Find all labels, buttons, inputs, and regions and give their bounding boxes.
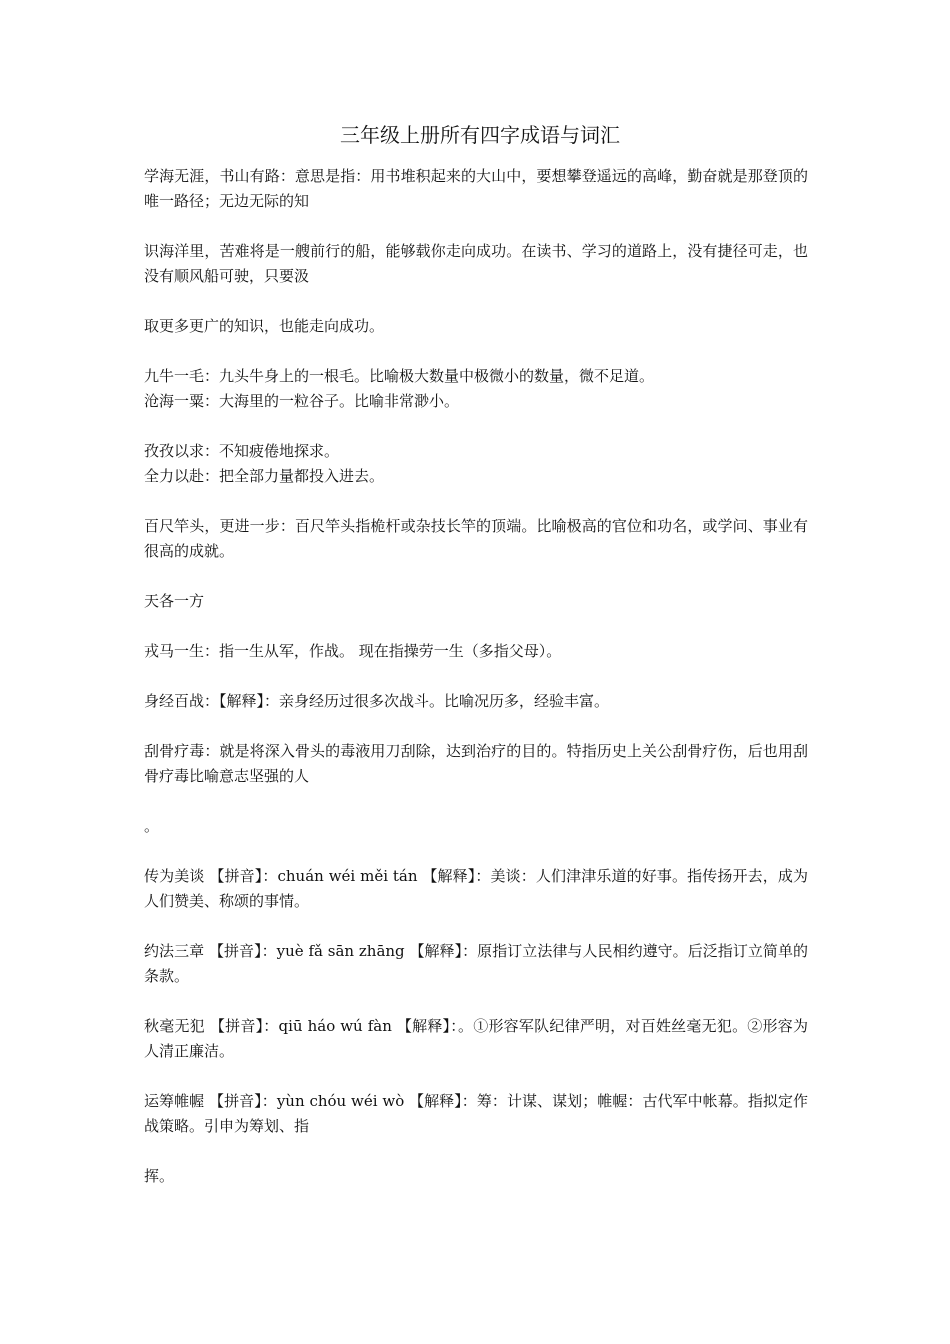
paragraph: 全力以赴：把全部力量都投入进去。 <box>144 467 385 485</box>
paragraph: 学海无涯，书山有路：意思是指：用书堆积起来的大山中，要想攀登遥远的高峰，勤奋就是那登顶的唯一路径；无边无际的知 <box>144 167 808 210</box>
paragraph: 传为美谈 【拼音】：chuán wéi měi tán 【解释】：美谈：人们津津乐道的好事。指传扬开去，成为人们赞美、称颂的事情。 <box>144 867 808 910</box>
paragraph: 运筹帷幄 【拼音】：yùn chóu wéi wò 【解释】：筹：计谋、谋划；帷幄：古代军中帐幕。指拟定作战策略。引申为筹划、指 <box>144 1092 808 1135</box>
paragraph: 沧海一粟：大海里的一粒谷子。比喻非常渺小。 <box>144 392 460 410</box>
paragraph: 刮骨疗毒：就是将深入骨头的毒液用刀刮除，达到治疗的目的。特指历史上关公刮骨疗伤，后也用刮骨疗毒比喻意志坚强的人 <box>144 742 808 785</box>
paragraph: 约法三章 【拼音】：yuè fǎ sān zhāng 【解释】：原指订立法律与人民相约遵守。后泛指订立简单的条款。 <box>144 942 808 985</box>
paragraph: 百尺竿头，更进一步：百尺竿头指桅杆或杂技长竿的顶端。比喻极高的官位和功名，或学问、事业有很高的成就。 <box>144 517 808 560</box>
paragraph: 戎马一生：指一生从军，作战。 现在指操劳一生（多指父母）。 <box>144 642 562 660</box>
paragraph: 秋毫无犯 【拼音】：qiū háo wú fàn 【解释】：。①形容军队纪律严明，对百姓丝毫无犯。②形容为人清正廉洁。 <box>144 1017 808 1060</box>
document-body <box>144 164 808 1214</box>
paragraph: 天各一方 <box>144 592 205 610</box>
paragraph: 识海洋里，苦难将是一艘前行的船，能够载你走向成功。在读书、学习的道路上，没有捷径可走，也没有顺风船可驶，只要汲 <box>144 242 808 285</box>
paragraph: 孜孜以求：不知疲倦地探求。 <box>144 442 340 460</box>
paragraph: 九牛一毛：九头牛身上的一根毛。比喻极大数量中极微小的数量，微不足道。 <box>144 367 655 385</box>
paragraph: 身经百战：【解释】：亲身经历过很多次战斗。比喻况历多，经验丰富。 <box>144 692 610 710</box>
document-title: 三年级上册所有四字成语与词汇 <box>340 123 620 147</box>
paragraph: 挥。 <box>144 1167 175 1185</box>
paragraph: 。 <box>144 817 160 835</box>
paragraph: 取更多更广的知识，也能走向成功。 <box>144 317 385 335</box>
